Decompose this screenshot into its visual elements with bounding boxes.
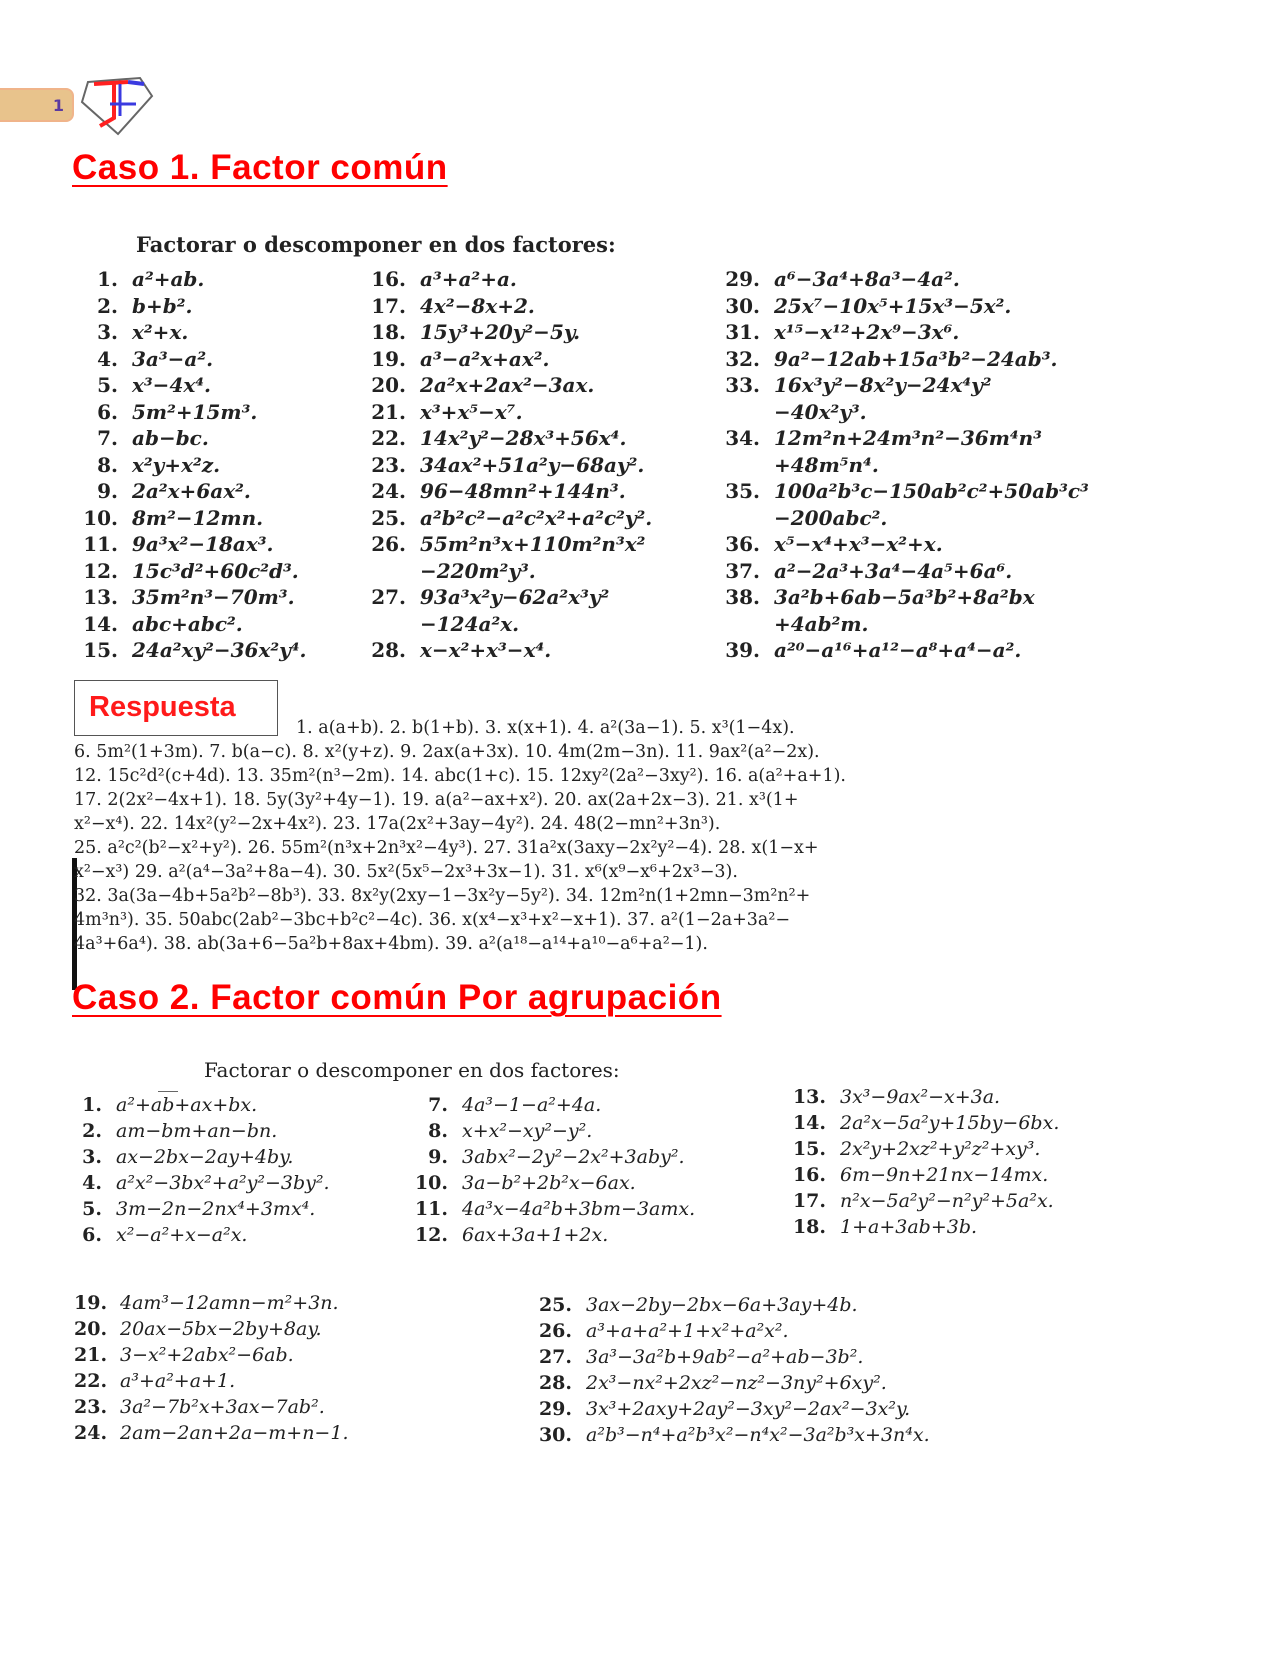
case2-title: Caso 2. Factor común Por agrupación (72, 978, 722, 1017)
exercise: 31. x¹⁵−x¹²+2x⁹−3x⁶. (725, 320, 960, 344)
exercise: 30. 25x⁷−10x⁵+15x³−5x². (725, 293, 1012, 318)
exercise: 25. a²b²c²−a²c²x²+a²c²y². (371, 505, 653, 530)
exercise: 13. 35m²n³−70m³. (83, 585, 295, 609)
exercise: 12. 6ax+3a+1+2x. (414, 1224, 609, 1246)
case2-column-4 (74, 1290, 348, 1446)
exercise: 11. 4a³x−4a²b+3bm−3amx. (414, 1198, 696, 1220)
answer-line: 32. 3a(3a−4b+5a²b²−8b³). 33. 8x²y(2xy−1−3x²y−5y²). 34. 12m²n(1+2mn−3m²n²+ (74, 886, 811, 906)
exercise: 1. a²+ab+ax+bx. (82, 1094, 258, 1116)
exercise-continuation: −220m²y³. (420, 558, 536, 583)
exercise: 35. 100a²b³c−150ab²c²+50ab³c³ (725, 479, 1089, 503)
answer-line: 25. a²c²(b²−x²+y²). 26. 55m²(n³x+2n³x²−4y³). 27. 31a²x(3axy−2x²y²−4). 28. x(1−x+ (74, 838, 819, 858)
exercise: 8. x+x²−xy²−y². (428, 1120, 593, 1142)
exercise: 18. 15y³+20y²−5y. (371, 320, 581, 344)
answer-line: x²−x³) 29. a²(a⁴−3a²+8a−4). 30. 5x²(5x⁵−2x³+3x−1). 31. x⁶(x⁹−x⁶+2x³−3). (74, 862, 738, 882)
exercise: 17. 4x²−8x+2. (371, 293, 535, 318)
page-number: 1 (52, 96, 64, 115)
exercise-continuation: +48m⁵n⁴. (774, 452, 879, 477)
case2-column-5 (536, 1292, 930, 1448)
exercise: 19. 4am³−12amn−m²+3n. (74, 1292, 339, 1314)
exercise: 39. a²⁰−a¹⁶+a¹²−a⁸+a⁴−a². (725, 638, 1022, 662)
exercise: 16. 6m−9n+21nx−14mx. (792, 1164, 1049, 1186)
case2-column-3 (790, 1084, 1059, 1240)
answer-line: 1. a(a+b). 2. b(1+b). 3. x(x+1). 4. a²(3a−1). 5. x³(1−4x). (296, 718, 795, 738)
exercise: 24. 2am−2an+2a−m+n−1. (74, 1422, 349, 1444)
case1-column-1 (78, 266, 306, 664)
exercise: 23. 34ax²+51a²y−68ay². (371, 452, 645, 477)
answer-line: 4a³+6a⁴). 38. ab(3a+6−5a²b+8ax+4bm). 39. a²(a¹⁸−a¹⁴+a¹⁰−a⁶+a²−1). (74, 934, 708, 954)
exercise: 21. x³+x⁵−x⁷. (371, 399, 523, 424)
exercise: 24. 96−48mn²+144n³. (371, 479, 626, 503)
exercise: 13. 3x³−9ax²−x+3a. (792, 1086, 1001, 1108)
exercise: 25. 3ax−2by−2bx−6a+3ay+4b. (538, 1294, 858, 1316)
exercise: 7. ab−bc. (97, 426, 209, 450)
exercise: 28. x−x²+x³−x⁴. (371, 638, 552, 662)
exercise: 22. a³+a²+a+1. (74, 1370, 236, 1392)
exercise: 28. 2x³−nx²+2xz²−nz²−3ny²+6xy². (538, 1372, 887, 1394)
exercise: 3. ax−2bx−2ay+4by. (82, 1146, 294, 1168)
case2-column-2 (412, 1092, 695, 1248)
case1-title: Caso 1. Factor común (72, 148, 448, 187)
exercise: 21. 3−x²+2abx²−6ab. (74, 1344, 294, 1366)
exercise: 5. 3m−2n−2nx⁴+3mx⁴. (82, 1198, 316, 1220)
exercise: 17. n²x−5a²y²−n²y²+5a²x. (792, 1190, 1054, 1212)
exercise: 8. x²y+x²z. (97, 452, 221, 477)
exercise: 4. 3a³−a². (97, 346, 214, 371)
exercise: 4. a²x²−3bx²+a²y²−3by². (82, 1172, 330, 1194)
exercise: 7. 4a³−1−a²+4a. (428, 1094, 602, 1116)
jf-diamond-logo-icon (78, 74, 154, 138)
exercise: 29. a⁶−3a⁴+8a³−4a². (725, 267, 960, 291)
exercise: 29. 3x³+2axy+2ay²−3xy²−2ax²−3x²y. (538, 1398, 911, 1420)
exercise: 6. 5m²+15m³. (97, 399, 258, 424)
answer-line: 6. 5m²(1+3m). 7. b(a−c). 8. x²(y+z). 9. 2ax(a+3x). 10. 4m(2m−3n). 11. 9ax²(a²−2x). (74, 742, 820, 762)
exercise: 11. 9a³x²−18ax³. (83, 532, 274, 556)
answer-label-box (74, 680, 278, 736)
exercise: 19. a³−a²x+ax². (371, 346, 550, 371)
exercise: 3. x²+x. (97, 320, 189, 344)
exercise: 33. 16x³y²−8x²y−24x⁴y² (725, 373, 992, 397)
exercise-continuation: −40x²y³. (774, 399, 867, 424)
exercise: 1. a²+ab. (97, 267, 205, 291)
answer-line: x²−x⁴). 22. 14x²(y²−2x+4x²). 23. 17a(2x²+3ay−4y²). 24. 48(2−mn²+3n³). (74, 814, 721, 834)
exercise: 26. a³+a+a²+1+x²+a²x². (538, 1320, 789, 1342)
case1-answers (74, 716, 1094, 956)
answer-label: Respuesta (89, 691, 236, 723)
exercise: 34. 12m²n+24m³n²−36m⁴n³ (725, 426, 1042, 450)
exercise: 16. a³+a²+a. (371, 267, 517, 291)
case1-column-3 (722, 266, 1089, 664)
case1-instruction: Factorar o descomponer en dos factores: (136, 232, 616, 257)
exercise: 10. 8m²−12mn. (83, 505, 264, 530)
case2-column-1 (74, 1092, 330, 1248)
exercise: 22. 14x²y²−28x³+56x⁴. (371, 426, 627, 450)
exercise: 30. a²b³−n⁴+a²b³x²−n⁴x²−3a²b³x+3n⁴x. (538, 1424, 930, 1446)
exercise: 14. 2a²x−5a²y+15by−6bx. (792, 1112, 1060, 1134)
exercise: 20. 20ax−5bx−2by+8ay. (74, 1318, 322, 1340)
exercise: 36. x⁵−x⁴+x³−x²+x. (725, 532, 943, 556)
answer-line: 4m³n³). 35. 50abc(2ab²−3bc+b²c²−4c). 36. x(x⁴−x³+x²−x+1). 37. a²(1−2a+3a²− (74, 910, 791, 930)
exercise: 9. 3abx²−2y²−2x²+3aby². (428, 1146, 685, 1168)
exercise: 18. 1+a+3ab+3b. (792, 1216, 978, 1238)
answer-line: 12. 15c²d²(c+4d). 13. 35m²(n³−2m). 14. abc(1+c). 15. 12xy²(2a²−3xy²). 16. a(a²+a+1). (74, 766, 846, 786)
exercise-continuation: −124a²x. (420, 611, 520, 636)
page-number-tab (0, 88, 74, 122)
exercise: 32. 9a²−12ab+15a³b²−24ab³. (725, 346, 1058, 371)
exercise: 6. x²−a²+x−a²x. (82, 1224, 248, 1246)
exercise: 15. 2x²y+2xz²+y²z²+xy³. (792, 1138, 1041, 1160)
exercise: 2. am−bm+an−bn. (82, 1120, 278, 1142)
exercise: 20. 2a²x+2ax²−3ax. (371, 373, 595, 397)
exercise: 27. 3a³−3a²b+9ab²−a²+ab−3b². (538, 1346, 864, 1368)
exercise: 37. a²−2a³+3a⁴−4a⁵+6a⁶. (725, 558, 1013, 583)
exercise: 2. b+b². (97, 293, 193, 318)
answer-line: 17. 2(2x²−4x+1). 18. 5y(3y²+4y−1). 19. a(a²−ax+x²). 20. ax(2a+2x−3). 21. x³(1+ (74, 790, 799, 810)
exercise: 10. 3a−b²+2b²x−6ax. (414, 1172, 636, 1194)
case2-instruction: Factorar o descomponer en dos factores: (204, 1058, 620, 1082)
exercise: 5. x³−4x⁴. (97, 373, 212, 397)
exercise: 12. 15c³d²+60c²d³. (83, 558, 299, 583)
exercise: 38. 3a²b+6ab−5a³b²+8a²bx (725, 585, 1035, 609)
exercise: 27. 93a³x²y−62a²x³y² (371, 585, 610, 609)
exercise-continuation: −200abc². (774, 505, 888, 530)
exercise: 9. 2a²x+6ax². (97, 479, 251, 503)
case1-column-2 (368, 266, 652, 664)
exercise: 26. 55m²n³x+110m²n³x² (371, 532, 646, 556)
exercise: 23. 3a²−7b²x+3ax−7ab². (74, 1396, 325, 1418)
exercise: 14. abc+abc². (83, 611, 243, 636)
exercise-continuation: +4ab²m. (774, 611, 869, 636)
exercise: 15. 24a²xy²−36x²y⁴. (83, 638, 307, 662)
